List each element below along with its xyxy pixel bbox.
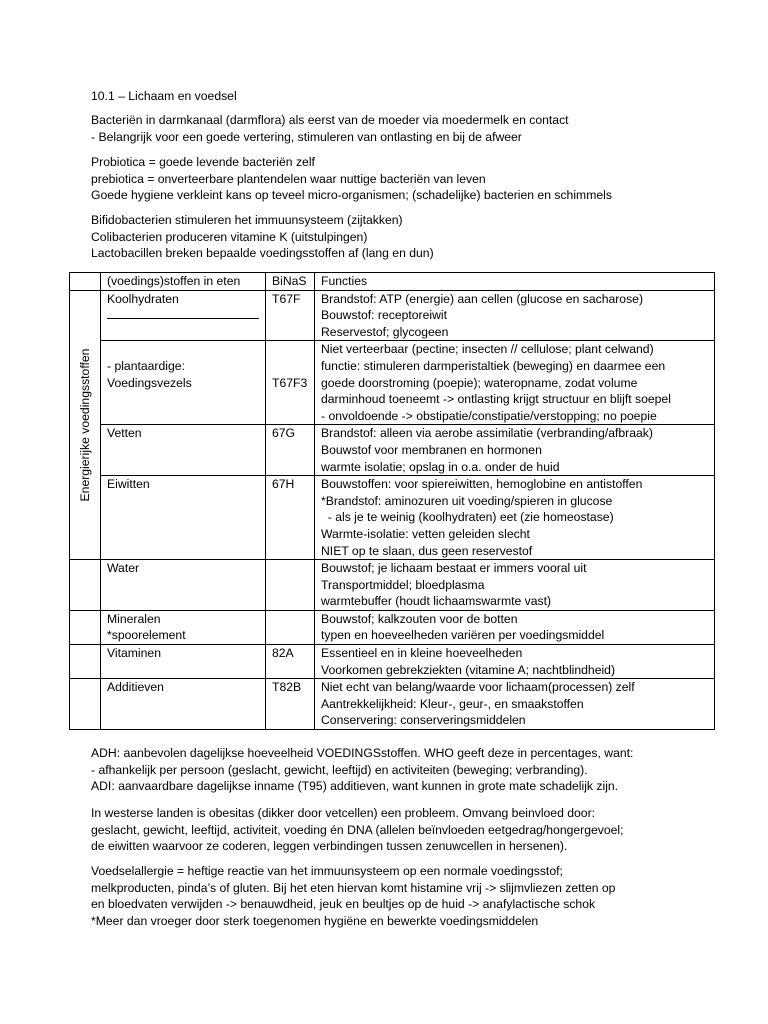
category-empty-cell (70, 560, 101, 611)
table-row (70, 341, 715, 425)
text-line: prebiotica = onverteerbare plantendelen waar nuttige bacteriën van leven (91, 171, 486, 186)
functions-cell: Essentieel en in kleine hoeveelheden Voorkomen gebrekziekten (vitamine A; nachtblindheid) (315, 645, 715, 679)
table-row (70, 560, 715, 611)
table-row (70, 476, 715, 560)
binas-cell: 67G (266, 425, 315, 476)
nutrient-name-cell: Mineralen *spoorelement (101, 610, 266, 644)
text-line: de eiwitten waarvoor ze coderen, leggen verbindingen tussen zenuwcellen in hersenen). (91, 839, 568, 854)
functions-cell: Brandstof: alleen via aerobe assimilatie (verbranding/afbraak) Bouwstof voor membranen en hormonen warmte isolatie; opslag in o.a. onder de huid (315, 425, 715, 476)
intro-paragraph-probiotica (91, 154, 612, 204)
table-row (70, 679, 715, 730)
nutrients-table (69, 272, 715, 730)
category-empty-cell (70, 679, 101, 730)
intro-paragraph-darmflora (91, 112, 569, 145)
functions-cell: Bouwstof; kalkzouten voor de botten typen en hoeveelheden variëren per voedingsmiddel (315, 610, 715, 644)
text-line: - afhankelijk per persoon (geslacht, gewicht, leeftijd) en activiteiten (beweging; verbranding). (91, 762, 588, 777)
outro-paragraph-obesitas (91, 805, 624, 855)
text-line: *Meer dan vroeger door sterk toegenomen hygiëne en bewerkte voedingsmiddelen (91, 913, 539, 928)
section-heading: 10.1 – Lichaam en voedsel (91, 89, 237, 103)
text-line: en bloedvaten verwijden -> benauwdheid, jeuk en beultjes op de huid -> anafylactische schok (91, 897, 596, 912)
binas-cell: T67F3 (266, 341, 315, 425)
intro-paragraph-bacterien (91, 212, 434, 262)
nutrient-name-cell: Eiwitten (101, 476, 266, 560)
functions-cell: Bouwstof; je lichaam bestaat er immers vooral uit Transportmiddel; bloedplasma warmtebuffer (houdt lichaamswarmte vast) (315, 560, 715, 611)
header-empty-cell (70, 273, 101, 291)
binas-cell: T82B (266, 679, 315, 730)
category-empty-cell (70, 610, 101, 644)
text-line: Voedselallergie = heftige reactie van het immuunsysteem op een normale voedingsstof; (91, 864, 563, 878)
functions-cell: Bouwstoffen: voor spiereiwitten, hemoglobine en antistoffen *Brandstof: aminozuren uit voeding/spieren in glucose - als je te weinig (koolhydraten) eet (zie homeostase) Warmte-isolatie: vetten geleiden slecht NIET op te slaan, dus geen reservestof (315, 476, 715, 560)
outro-paragraph-adh (91, 745, 633, 795)
binas-cell (266, 560, 315, 611)
category-cell (70, 290, 101, 560)
text-line: Bacteriën in darmkanaal (darmflora) als eerst van de moeder via moedermelk en contact (91, 113, 569, 127)
nutrient-name-cell: Vetten (101, 425, 266, 476)
text-line: Lactobacillen breken bepaalde voedingsstoffen af (lang en dun) (91, 246, 434, 261)
text-line: In westerse landen is obesitas (dikker door vetcellen) een probleem. Omvang beinvloed door: (91, 806, 596, 820)
functions-cell: Brandstof: ATP (energie) aan cellen (glucose en sacharose) Bouwstof: receptoreiwit Reservestof; glycogeen (315, 290, 715, 341)
text-line: Bifidobacterien stimuleren het immuunsysteem (zijtakken) (91, 213, 403, 227)
category-label: Energierijke voedingsstoffen (78, 348, 92, 502)
text-line: - Belangrijk voor een goede vertering, stimuleren van ontlasting en bij de afweer (91, 129, 522, 144)
nutrient-name-cell: - plantaardige: Voedingsvezels (101, 341, 266, 425)
header-stoffen: (voedings)stoffen in eten (101, 273, 266, 291)
text-line: Probiotica = goede levende bacteriën zelf (91, 155, 315, 169)
text-line: Colibacterien produceren vitamine K (uitstulpingen) (91, 229, 368, 244)
text-line: ADH: aanbevolen dagelijkse hoeveelheid VOEDINGSstoffen. WHO geeft deze in percentages, want: (91, 746, 634, 760)
functions-cell: Niet echt van belang/waarde voor lichaam(processen) zelf Aantrekkelijkheid: Kleur-, geur-, en smaakstoffen Conservering: conserveringsmiddelen (315, 679, 715, 730)
text-line: geslacht, gewicht, leeftijd, activiteit, voeding én DNA (allelen beïnvloeden eetgedrag/hongergevoel; (91, 822, 624, 837)
nutrient-name-cell: Koolhydraten (101, 290, 266, 341)
outro-paragraph-allergie (91, 863, 615, 929)
text-line: Goede hygiene verkleint kans op teveel micro-organismen; (schadelijke) bacterien en schimmels (91, 188, 612, 203)
table-row (70, 610, 715, 644)
divider-line (107, 318, 259, 319)
text-line: melkproducten, pinda’s of gluten. Bij het eten hiervan komt histamine vrij -> slijmvliezen zetten op (91, 880, 616, 895)
table-row (70, 645, 715, 679)
nutrient-name-cell: Water (101, 560, 266, 611)
category-empty-cell (70, 645, 101, 679)
table-row (70, 425, 715, 476)
text-line: ADI: aanvaardbare dagelijkse inname (T95) additieven, want kunnen in grote mate schadelijk zijn. (91, 779, 619, 794)
table-row (70, 290, 715, 341)
binas-cell: 67H (266, 476, 315, 560)
header-functies: Functies (315, 273, 715, 291)
binas-cell: 82A (266, 645, 315, 679)
functions-cell: Niet verteerbaar (pectine; insecten // cellulose; plant celwand) functie: stimuleren darmperistaltiek (beweging) en daarmee een goede doorstroming (poepie); wateropname, zodat volume darminhoud toeneemt -> ontlasting krijgt structuur en blijft soepel - onvoldoende -> obstipatie/constipatie/verstopping; no poepie (315, 341, 715, 425)
table-header-row (70, 273, 715, 291)
header-binas: BiNaS (266, 273, 315, 291)
binas-cell (266, 610, 315, 644)
nutrient-name-cell: Vitaminen (101, 645, 266, 679)
binas-cell: T67F (266, 290, 315, 341)
nutrient-name-cell: Additieven (101, 679, 266, 730)
